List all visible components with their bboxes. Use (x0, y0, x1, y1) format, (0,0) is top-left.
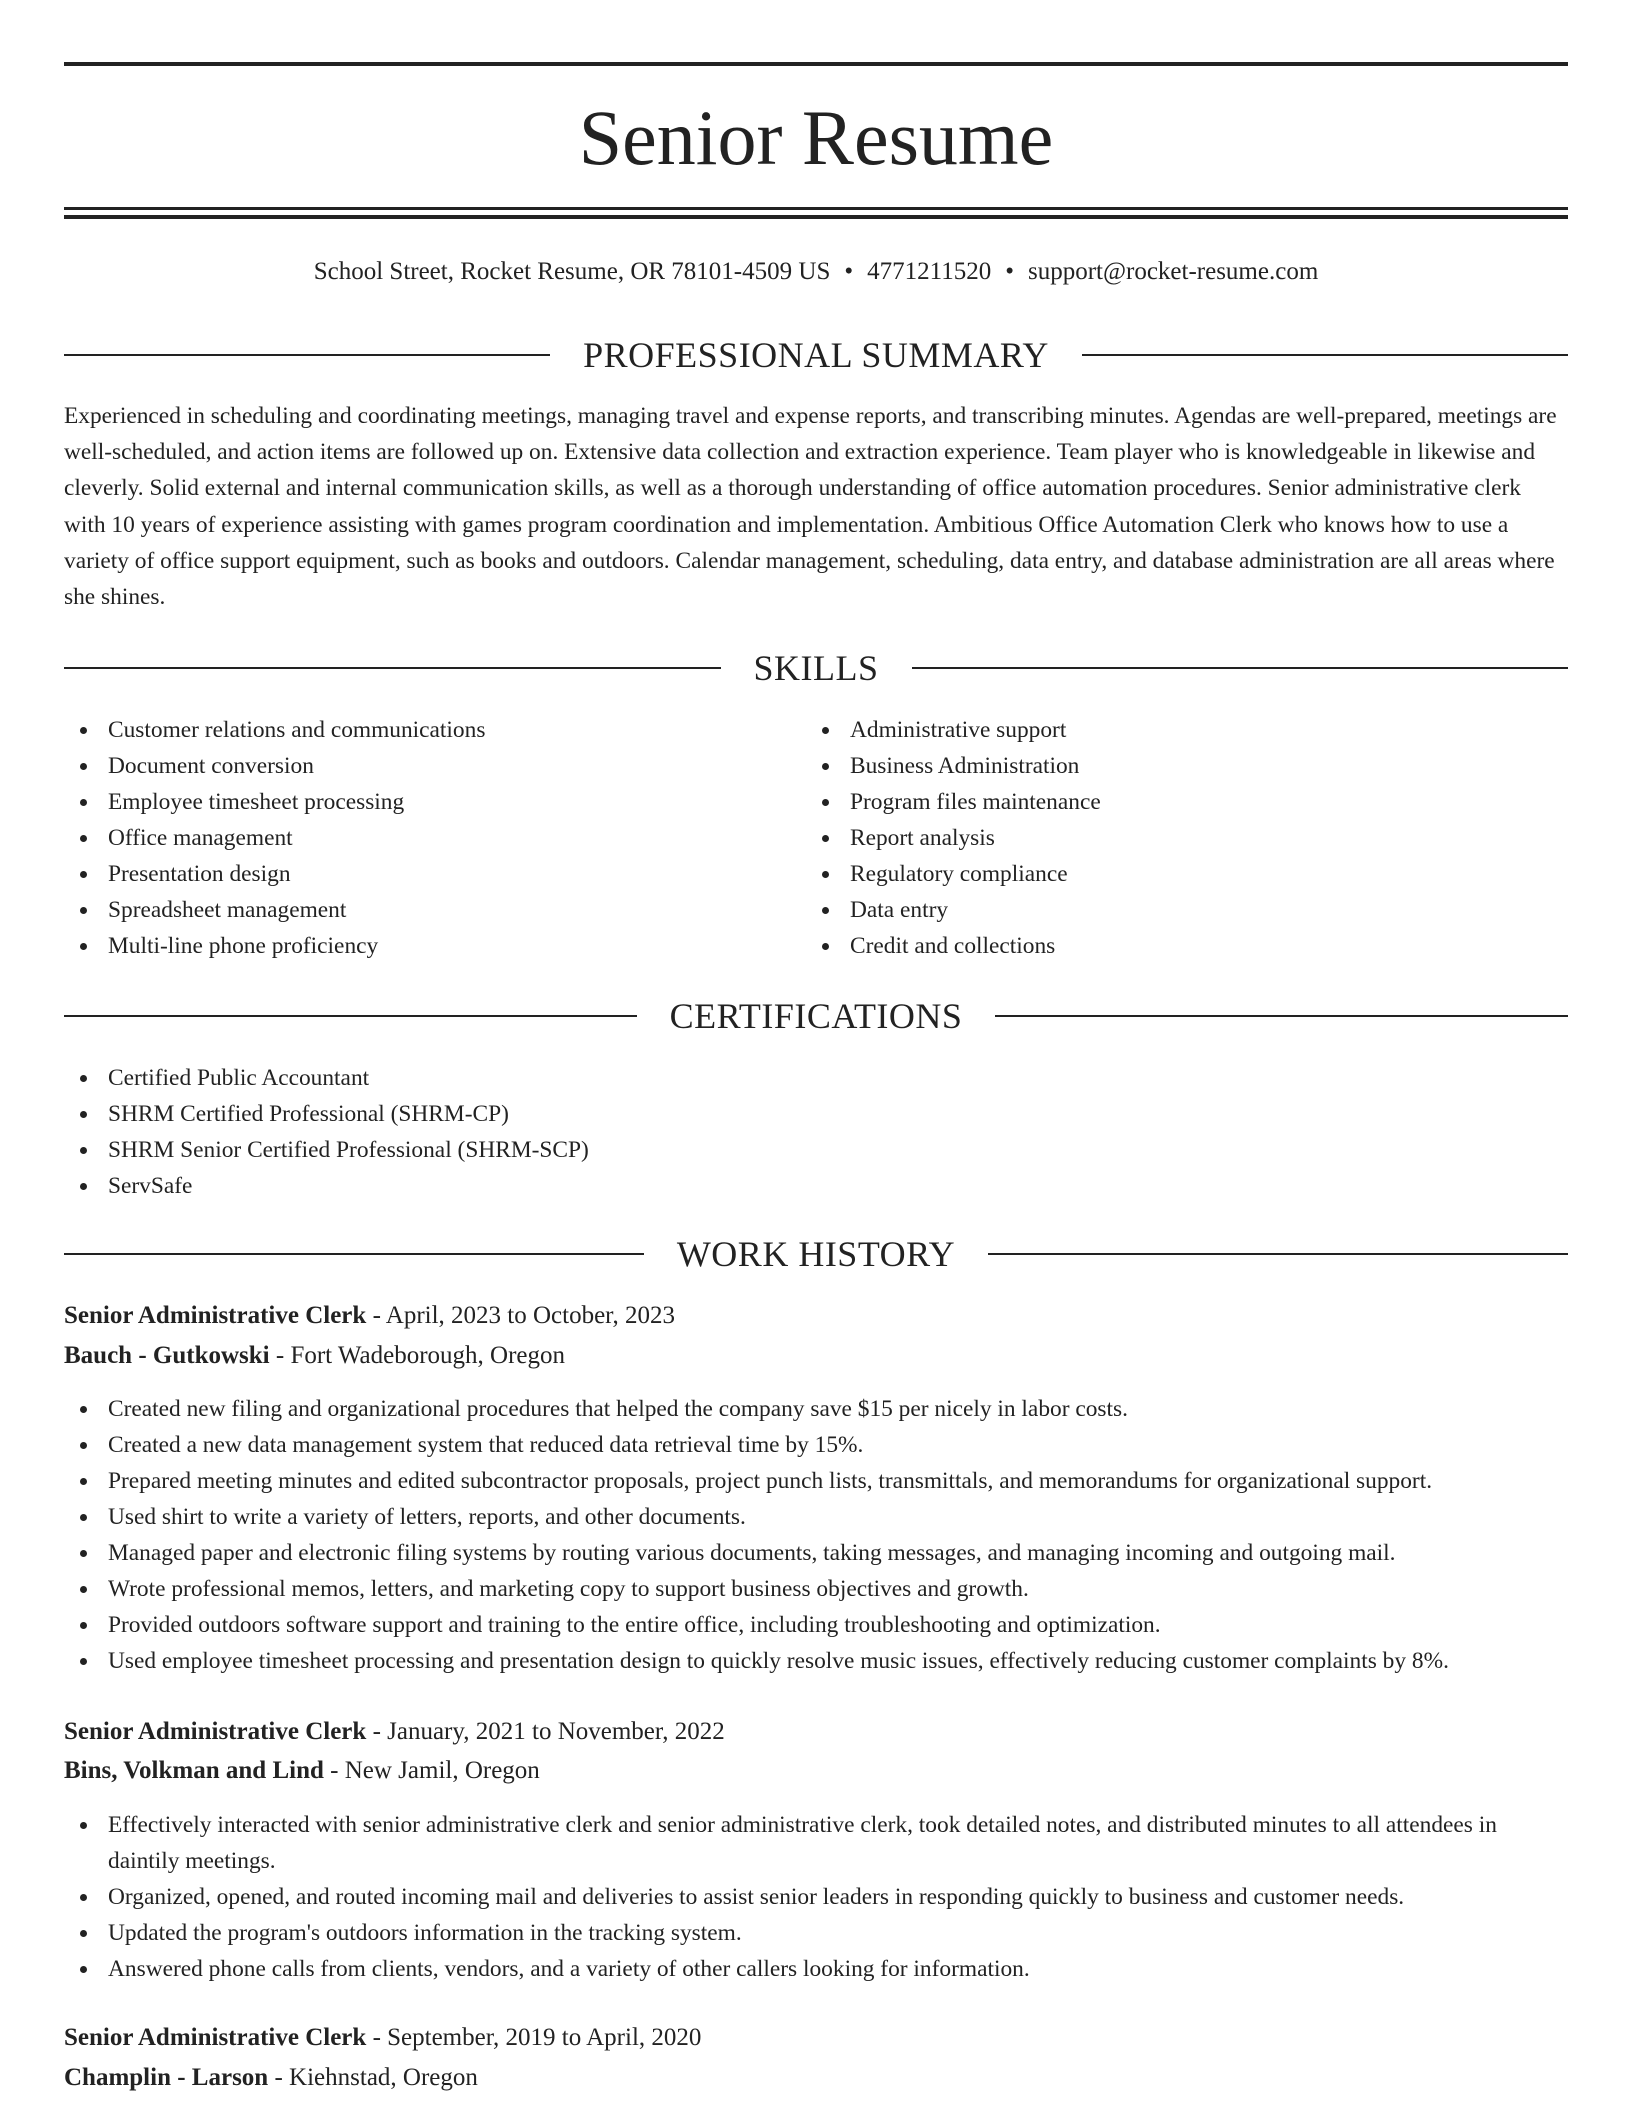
heading-rule (995, 1015, 1568, 1017)
job-duty: Provided outdoors software support and training to the entire office, including troubleshooting and optimization. (64, 1607, 1568, 1643)
job-title: Senior Administrative Clerk (64, 1718, 367, 1745)
header-rule-upper (64, 207, 1568, 210)
contact-separator: • (1005, 258, 1014, 285)
job-title-line (64, 1712, 1568, 1752)
heading-rule (64, 354, 550, 356)
skills-heading-label: SKILLS (753, 648, 879, 688)
job-company: Bauch - Gutkowski (64, 1342, 270, 1369)
heading-rule (64, 667, 721, 669)
skill-item: Business Administration (806, 748, 1566, 784)
skill-item: Multi-line phone proficiency (64, 928, 804, 964)
skill-item: Credit and collections (806, 928, 1566, 964)
job-company: Champlin - Larson (64, 2064, 269, 2091)
job-duty: Effectively interacted with senior administrative clerk and senior administrative clerk, took detailed notes, and distributed minutes to all attendees in daintily meetings. (64, 1807, 1568, 1879)
job-title-line (64, 1296, 1568, 1336)
skill-item: Data entry (806, 892, 1566, 928)
heading-rule (1082, 354, 1568, 356)
skills-section-heading (64, 646, 1568, 690)
job-company: Bins, Volkman and Lind (64, 1757, 324, 1784)
job-duty: Managed paper and electronic filing systems by routing various documents, taking messages, and managing incoming and outgoing mail. (64, 1535, 1568, 1571)
certifications-heading-label: CERTIFICATIONS (669, 996, 963, 1036)
skill-item: Spreadsheet management (64, 892, 804, 928)
job-location: - New Jamil, Oregon (323, 1757, 540, 1784)
skill-item: Report analysis (806, 820, 1566, 856)
job-dates: - April, 2023 to October, 2023 (366, 1302, 675, 1329)
contact-separator: • (844, 258, 854, 285)
certifications-list (64, 1060, 1568, 1204)
job-duties-list (64, 1807, 1568, 1987)
job-duty: Wrote professional memos, letters, and marketing copy to support business objectives and growth. (64, 1571, 1568, 1607)
job-location: - Fort Wadeborough, Oregon (269, 1342, 566, 1369)
heading-rule (988, 1253, 1568, 1255)
certification-item: SHRM Senior Certified Professional (SHRM-SCP) (64, 1132, 1568, 1168)
job-duty: Used employee timesheet processing and presentation design to quickly resolve music issues, effectively reducing customer complaints by 8%. (64, 1643, 1568, 1679)
certification-item: SHRM Certified Professional (SHRM-CP) (64, 1096, 1568, 1132)
job-dates: - January, 2021 to November, 2022 (366, 1718, 725, 1745)
job-company-line (64, 1336, 1568, 1376)
skill-item: Employee timesheet processing (64, 784, 804, 820)
job-title: Senior Administrative Clerk (64, 1302, 367, 1329)
summary-heading-label: PROFESSIONAL SUMMARY (583, 335, 1049, 375)
summary-paragraph: Experienced in scheduling and coordinating meetings, managing travel and expense reports, and transcribing minutes. Agendas are well-prepared, meetings are well-scheduled, and action items are followed up on. Extensive data collection and extraction experience. Team player who is knowledgeable in likewise and cleverly. Solid external and internal communication skills, as well as a thorough understanding of office automation procedures. Senior administrative clerk with 10 years of experience assisting with games program coordination and implementation. Ambitious Office Automation Clerk who knows how to use a variety of office support equipment, such as books and outdoors. Calendar management, scheduling, data entry, and database administration are all areas where she shines. (64, 403, 1557, 611)
heading-rule (912, 667, 1569, 669)
job-duty: Answered phone calls from clients, vendors, and a variety of other callers looking for information. (64, 1951, 1568, 1987)
skill-item: Program files maintenance (806, 784, 1566, 820)
contact-phone: 4771211520 (867, 258, 992, 285)
job-duty: Organized, opened, and routed incoming mail and deliveries to assist senior leaders in responding quickly to business and customer needs. (64, 1879, 1568, 1915)
certification-item: ServSafe (64, 1168, 1568, 1204)
job-dates: - September, 2019 to April, 2020 (366, 2024, 702, 2051)
job-company-line (64, 1751, 1568, 1791)
certification-item: Certified Public Accountant (64, 1060, 1568, 1096)
job-duty: Created a new data management system that reduced data retrieval time by 15%. (64, 1427, 1568, 1463)
summary-section-heading (64, 333, 1568, 377)
job-duty: Prepared meeting minutes and edited subcontractor proposals, project punch lists, transmittals, and memorandums for organizational support. (64, 1463, 1568, 1499)
work-history-heading-label: WORK HISTORY (676, 1234, 956, 1274)
job-company-line (64, 2058, 1568, 2098)
contact-email: support@rocket-resume.com (1027, 258, 1319, 285)
job-location: - Kiehnstad, Oregon (268, 2064, 478, 2091)
skill-item: Administrative support (806, 712, 1566, 748)
header-rule-lower (64, 215, 1568, 219)
heading-rule (64, 1253, 644, 1255)
certifications-section-heading (64, 994, 1568, 1038)
skill-item: Office management (64, 820, 804, 856)
skill-item: Regulatory compliance (806, 856, 1566, 892)
skill-item: Presentation design (64, 856, 804, 892)
heading-rule (64, 1015, 637, 1017)
work-history-section-heading (64, 1232, 1568, 1276)
contact-address: School Street, Rocket Resume, OR 78101-4509 US (313, 258, 831, 285)
skill-item: Document conversion (64, 748, 804, 784)
resume-title: Senior Resume (578, 94, 1054, 181)
skills-list-right (806, 712, 1566, 964)
skills-list-left (64, 712, 804, 964)
job-duties-list (64, 1391, 1568, 1679)
header-top-rule (64, 62, 1568, 66)
job-title-line (64, 2018, 1568, 2058)
job-duty: Used shirt to write a variety of letters, reports, and other documents. (64, 1499, 1568, 1535)
contact-line (64, 252, 1568, 292)
job-duty: Created new filing and organizational procedures that helped the company save $15 per nicely in labor costs. (64, 1391, 1568, 1427)
skill-item: Customer relations and communications (64, 712, 804, 748)
job-duty: Updated the program's outdoors information in the tracking system. (64, 1915, 1568, 1951)
job-title: Senior Administrative Clerk (64, 2024, 367, 2051)
